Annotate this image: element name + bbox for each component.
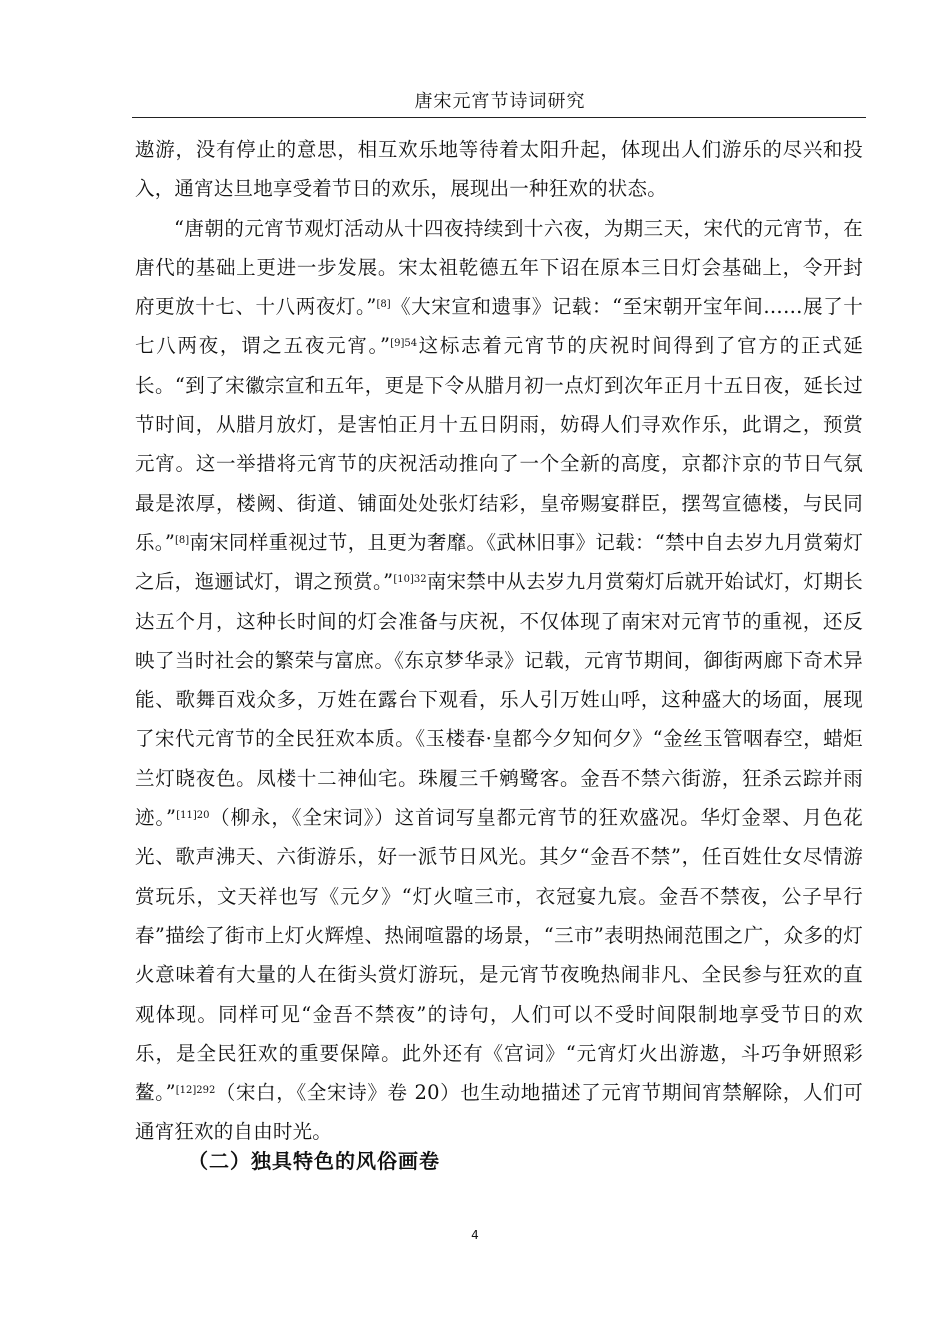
body-paragraph	[135, 130, 863, 209]
paragraph-text: 这标志着元宵节的庆祝时间得到了官方的正式延长。“到了宋徽宗宣和五年，更是下令从腊月初一点灯到次年正月十五日夜，延长过节时间，从腊月放灯，是害怕正月十五日阴雨，妨碍人们寻欢作乐，此谓之，预赏元宵。这一举措将元宵节的庆祝活动推向了一个全新的高度，京都汴京的节日气氛最是浓厚，楼阙、街道、铺面处处张灯结彩，皇帝赐宴群臣，摆驾宣德楼，与民同乐。”	[135, 334, 863, 554]
paragraph-text: 南宋禁中从去岁九月赏菊灯后就开始试灯，灯期长达五个月，这种长时间的灯会准备与庆祝，不仅体现了南宋对元宵节的重视，还反映了当时社会的繁荣与富庶。《东京梦华录》记载，元宵节期间，御街两廊下奇术异能、歌舞百戏众多，万姓在露台下观看，乐人引万姓山呼，这种盛大的场面，展现了宋代元宵节的全民狂欢本质。《玉楼春·皇都今夕知何夕》“金丝玉管咽春空，蜡炬兰灯晓夜色。凤楼十二神仙宅。珠履三千鹓鹭客。金吾不禁六街游，狂杀云踪并雨迹。”	[135, 570, 863, 830]
citation-ref: [11]20	[176, 810, 210, 822]
citation-ref: [8]	[175, 534, 190, 546]
citation-ref: [9]54	[390, 338, 418, 350]
body-text	[135, 130, 863, 1152]
paragraph-text: 南宋同样重视过节，且更为奢靡。《武林旧事》记载：“禁中自去岁九月赏菊灯之后，迤逦试灯，谓之预赏。”	[135, 530, 863, 594]
paragraph-text: （宋白，《全宋诗》卷 20）也生动地描述了元宵节期间宵禁解除，人们可通宵狂欢的自由时光。	[135, 1081, 863, 1144]
section-heading: （二）独具特色的风俗画卷	[188, 1149, 440, 1173]
running-header: 唐宋元宵节诗词研究	[414, 91, 586, 112]
paragraph-text: 遨游，没有停止的意思，相互欢乐地等待着太阳升起，体现出人们游乐的尽兴和投入，通宵达旦地享受着节日的欢乐，展现出一种狂欢的状态。	[135, 138, 863, 201]
citation-ref: [10]32	[393, 574, 427, 586]
paragraph-text: （柳永，《全宋词》）这首词写皇都元宵节的狂欢盛况。华灯金翠、月色花光、歌声沸天、六街游乐，好一派节日风光。其夕“金吾不禁”，任百姓仕女尽情游赏玩乐，文天祥也写《元夕》“灯火喧三市，衣冠宴九宸。金吾不禁夜，公子早行春”描绘了街市上灯火辉煌、热闹喧嚣的场景，“三市”表明热闹范围之广，众多的灯火意味着有大量的人在街头赏灯游玩，是元宵节夜晚热闹非凡、全民参与狂欢的直观体现。同样可见“金吾不禁夜”的诗句，人们可以不受时间限制地享受节日的欢乐，是全民狂欢的重要保障。此外还有《宫词》“元宵灯火出游遨，斗巧争妍照彩鳌。”	[135, 806, 863, 1105]
page-number: 4	[471, 1228, 479, 1242]
citation-ref: [8]	[376, 299, 391, 311]
paragraph-text: 《大宋宣和遗事》记载：“至宋朝开宝年间……展了十七八两夜，谓之五夜元宵。”	[135, 295, 863, 358]
header-rule	[132, 117, 866, 118]
citation-ref: [12]292	[175, 1085, 216, 1097]
body-paragraph	[135, 209, 863, 1152]
paragraph-text: “唐朝的元宵节观灯活动从十四夜持续到十六夜，为期三天，宋代的元宵节，在唐代的基础上更进一步发展。宋太祖乾德五年下诏在原本三日灯会基础上，令开封府更放十七、十八两夜灯。”	[135, 216, 863, 319]
